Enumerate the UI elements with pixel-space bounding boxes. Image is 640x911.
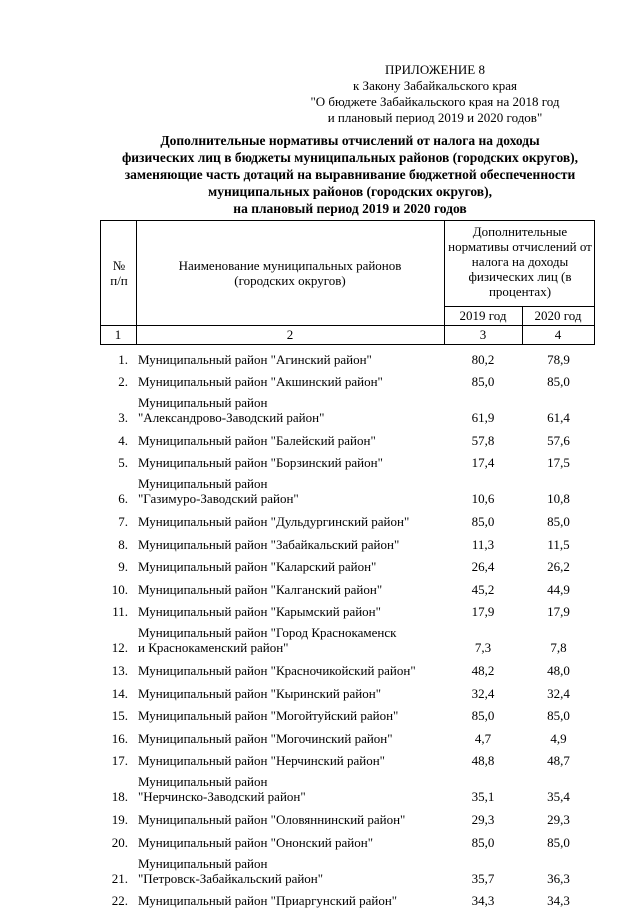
value-2019: 10,6 bbox=[444, 491, 522, 506]
value-2020: 85,0 bbox=[522, 708, 595, 723]
row-name: Муниципальный район "Приаргунский район" bbox=[138, 893, 397, 908]
value-2020: 85,0 bbox=[522, 835, 595, 850]
value-2020: 57,6 bbox=[522, 433, 595, 448]
table-row bbox=[100, 577, 595, 600]
table-row bbox=[100, 532, 595, 555]
value-2019: 80,2 bbox=[444, 352, 522, 367]
row-name: Муниципальный район "Карымский район" bbox=[138, 604, 381, 619]
value-2020: 32,4 bbox=[522, 686, 595, 701]
row-name bbox=[138, 774, 306, 804]
row-name-line: "Нерчинско-Заводский район" bbox=[138, 789, 306, 804]
row-number: 18. bbox=[100, 789, 128, 804]
appendix-header bbox=[280, 62, 590, 126]
table-row bbox=[100, 600, 595, 623]
row-number: 10. bbox=[100, 582, 128, 597]
row-name: Муниципальный район "Дульдургинский район" bbox=[138, 514, 409, 529]
value-2019: 45,2 bbox=[444, 582, 522, 597]
value-2020: 34,3 bbox=[522, 893, 595, 908]
row-number: 15. bbox=[100, 708, 128, 723]
row-name-line: "Петровск-Забайкальский район" bbox=[138, 871, 323, 886]
row-name: Муниципальный район "Могочинский район" bbox=[138, 731, 393, 746]
row-number: 1. bbox=[100, 352, 128, 367]
value-2019: 48,2 bbox=[444, 663, 522, 678]
title-line: Дополнительные нормативы отчислений от налога на доходы bbox=[100, 132, 600, 149]
table-row bbox=[100, 555, 595, 578]
value-2019: 85,0 bbox=[444, 708, 522, 723]
row-name bbox=[138, 856, 323, 886]
row-name: Муниципальный район "Кыринский район" bbox=[138, 686, 381, 701]
row-name: Муниципальный район "Борзинский район" bbox=[138, 455, 383, 470]
table-row bbox=[100, 370, 595, 393]
row-name-line: "Александрово-Заводский район" bbox=[138, 410, 324, 425]
row-number: 6. bbox=[100, 491, 128, 506]
table-row bbox=[100, 392, 595, 428]
row-name: Муниципальный район "Калганский район" bbox=[138, 582, 382, 597]
value-2019: 29,3 bbox=[444, 812, 522, 827]
table-row bbox=[100, 889, 595, 911]
value-2020: 17,9 bbox=[522, 604, 595, 619]
row-name bbox=[138, 476, 299, 506]
value-2020: 85,0 bbox=[522, 514, 595, 529]
row-name-line: Муниципальный район bbox=[138, 395, 324, 410]
value-2020: 11,5 bbox=[522, 537, 595, 552]
appendix-law-title: "О бюджете Забайкальского края на 2018 год bbox=[280, 94, 590, 110]
table-row bbox=[100, 771, 595, 807]
row-number: 4. bbox=[100, 433, 128, 448]
value-2019: 34,3 bbox=[444, 893, 522, 908]
row-name-line: Муниципальный район "Город Краснокаменск bbox=[138, 625, 396, 640]
row-number: 7. bbox=[100, 514, 128, 529]
row-number: 21. bbox=[100, 871, 128, 886]
row-name: Муниципальный район "Забайкальский район" bbox=[138, 537, 399, 552]
table-row bbox=[100, 807, 595, 830]
column-index-3: 3 bbox=[444, 327, 522, 342]
value-2020: 26,2 bbox=[522, 559, 595, 574]
table-row bbox=[100, 749, 595, 772]
row-name: Муниципальный район "Каларский район" bbox=[138, 559, 376, 574]
appendix-law: к Закону Забайкальского края bbox=[280, 78, 590, 94]
header-year-2019: 2019 год bbox=[444, 308, 522, 323]
value-2019: 35,1 bbox=[444, 789, 522, 804]
value-2019: 85,0 bbox=[444, 514, 522, 529]
value-2019: 32,4 bbox=[444, 686, 522, 701]
row-name: Муниципальный район "Оловяннинский район" bbox=[138, 812, 405, 827]
value-2019: 35,7 bbox=[444, 871, 522, 886]
row-name: Муниципальный район "Нерчинский район" bbox=[138, 753, 385, 768]
value-2020: 10,8 bbox=[522, 491, 595, 506]
row-number: 20. bbox=[100, 835, 128, 850]
row-name-line: Муниципальный район bbox=[138, 774, 306, 789]
value-2020: 48,0 bbox=[522, 663, 595, 678]
row-number: 22. bbox=[100, 893, 128, 908]
value-2020: 7,8 bbox=[522, 640, 595, 655]
table-body bbox=[100, 347, 595, 911]
table-row bbox=[100, 428, 595, 451]
table-row bbox=[100, 830, 595, 853]
table-header bbox=[100, 220, 595, 345]
row-number: 13. bbox=[100, 663, 128, 678]
row-name-line: "Газимуро-Заводский район" bbox=[138, 491, 299, 506]
value-2020: 85,0 bbox=[522, 374, 595, 389]
row-number: 14. bbox=[100, 686, 128, 701]
value-2019: 4,7 bbox=[444, 731, 522, 746]
row-number: 2. bbox=[100, 374, 128, 389]
row-name-line: Муниципальный район bbox=[138, 476, 299, 491]
row-number: 11. bbox=[100, 604, 128, 619]
table-border bbox=[444, 306, 595, 307]
value-2019: 85,0 bbox=[444, 835, 522, 850]
table-border bbox=[594, 220, 595, 345]
appendix-number: ПРИЛОЖЕНИЕ 8 bbox=[280, 62, 590, 78]
header-name: Наименование муниципальных районов (городских округов) bbox=[160, 258, 420, 288]
table-row bbox=[100, 622, 595, 658]
row-number: 12. bbox=[100, 640, 128, 655]
table-row bbox=[100, 451, 595, 474]
table-border bbox=[100, 220, 595, 221]
table-row bbox=[100, 347, 595, 370]
row-number: 5. bbox=[100, 455, 128, 470]
value-2019: 85,0 bbox=[444, 374, 522, 389]
title-line: физических лиц в бюджеты муниципальных районов (городских округов), bbox=[100, 149, 600, 166]
appendix-law-period: и плановый период 2019 и 2020 годов" bbox=[280, 110, 590, 126]
row-name: Муниципальный район "Балейский район" bbox=[138, 433, 376, 448]
table-row bbox=[100, 658, 595, 681]
value-2020: 61,4 bbox=[522, 410, 595, 425]
table-row bbox=[100, 681, 595, 704]
value-2019: 57,8 bbox=[444, 433, 522, 448]
table-border bbox=[100, 325, 595, 326]
value-2019: 61,9 bbox=[444, 410, 522, 425]
value-2020: 44,9 bbox=[522, 582, 595, 597]
table-row bbox=[100, 704, 595, 727]
value-2020: 29,3 bbox=[522, 812, 595, 827]
header-year-2020: 2020 год bbox=[522, 308, 594, 323]
row-number: 16. bbox=[100, 731, 128, 746]
row-name: Муниципальный район "Могойтуйский район" bbox=[138, 708, 398, 723]
value-2019: 48,8 bbox=[444, 753, 522, 768]
table-row bbox=[100, 853, 595, 889]
value-2019: 17,4 bbox=[444, 455, 522, 470]
column-index-1: 1 bbox=[100, 327, 136, 342]
value-2019: 17,9 bbox=[444, 604, 522, 619]
value-2020: 78,9 bbox=[522, 352, 595, 367]
table-border bbox=[100, 344, 595, 345]
table-row bbox=[100, 509, 595, 532]
row-name: Муниципальный район "Агинский район" bbox=[138, 352, 372, 367]
value-2020: 35,4 bbox=[522, 789, 595, 804]
column-index-4: 4 bbox=[522, 327, 594, 342]
row-name: Муниципальный район "Акшинский район" bbox=[138, 374, 383, 389]
header-norms: Дополнительные нормативы отчислений от налога на доходы физических лиц (в процентах) bbox=[448, 224, 592, 299]
row-number: 17. bbox=[100, 753, 128, 768]
row-name bbox=[138, 395, 324, 425]
row-number: 9. bbox=[100, 559, 128, 574]
row-name-line: и Краснокаменский район" bbox=[138, 640, 396, 655]
row-name: Муниципальный район "Ононский район" bbox=[138, 835, 373, 850]
value-2019: 11,3 bbox=[444, 537, 522, 552]
title-line: муниципальных районов (городских округов), bbox=[100, 183, 600, 200]
value-2020: 17,5 bbox=[522, 455, 595, 470]
document-title bbox=[100, 132, 600, 217]
table-row bbox=[100, 726, 595, 749]
value-2020: 48,7 bbox=[522, 753, 595, 768]
table-row bbox=[100, 473, 595, 509]
title-line: заменяющие часть дотаций на выравнивание бюджетной обеспеченности bbox=[100, 166, 600, 183]
value-2020: 4,9 bbox=[522, 731, 595, 746]
title-line: на плановый период 2019 и 2020 годов bbox=[100, 200, 600, 217]
value-2019: 7,3 bbox=[444, 640, 522, 655]
row-number: 8. bbox=[100, 537, 128, 552]
row-name-line: Муниципальный район bbox=[138, 856, 323, 871]
row-number: 3. bbox=[100, 410, 128, 425]
column-index-2: 2 bbox=[136, 327, 444, 342]
row-name: Муниципальный район "Красночикойский район" bbox=[138, 663, 416, 678]
value-2019: 26,4 bbox=[444, 559, 522, 574]
row-number: 19. bbox=[100, 812, 128, 827]
header-num: № п/п bbox=[106, 258, 132, 288]
value-2020: 36,3 bbox=[522, 871, 595, 886]
row-name bbox=[138, 625, 396, 655]
